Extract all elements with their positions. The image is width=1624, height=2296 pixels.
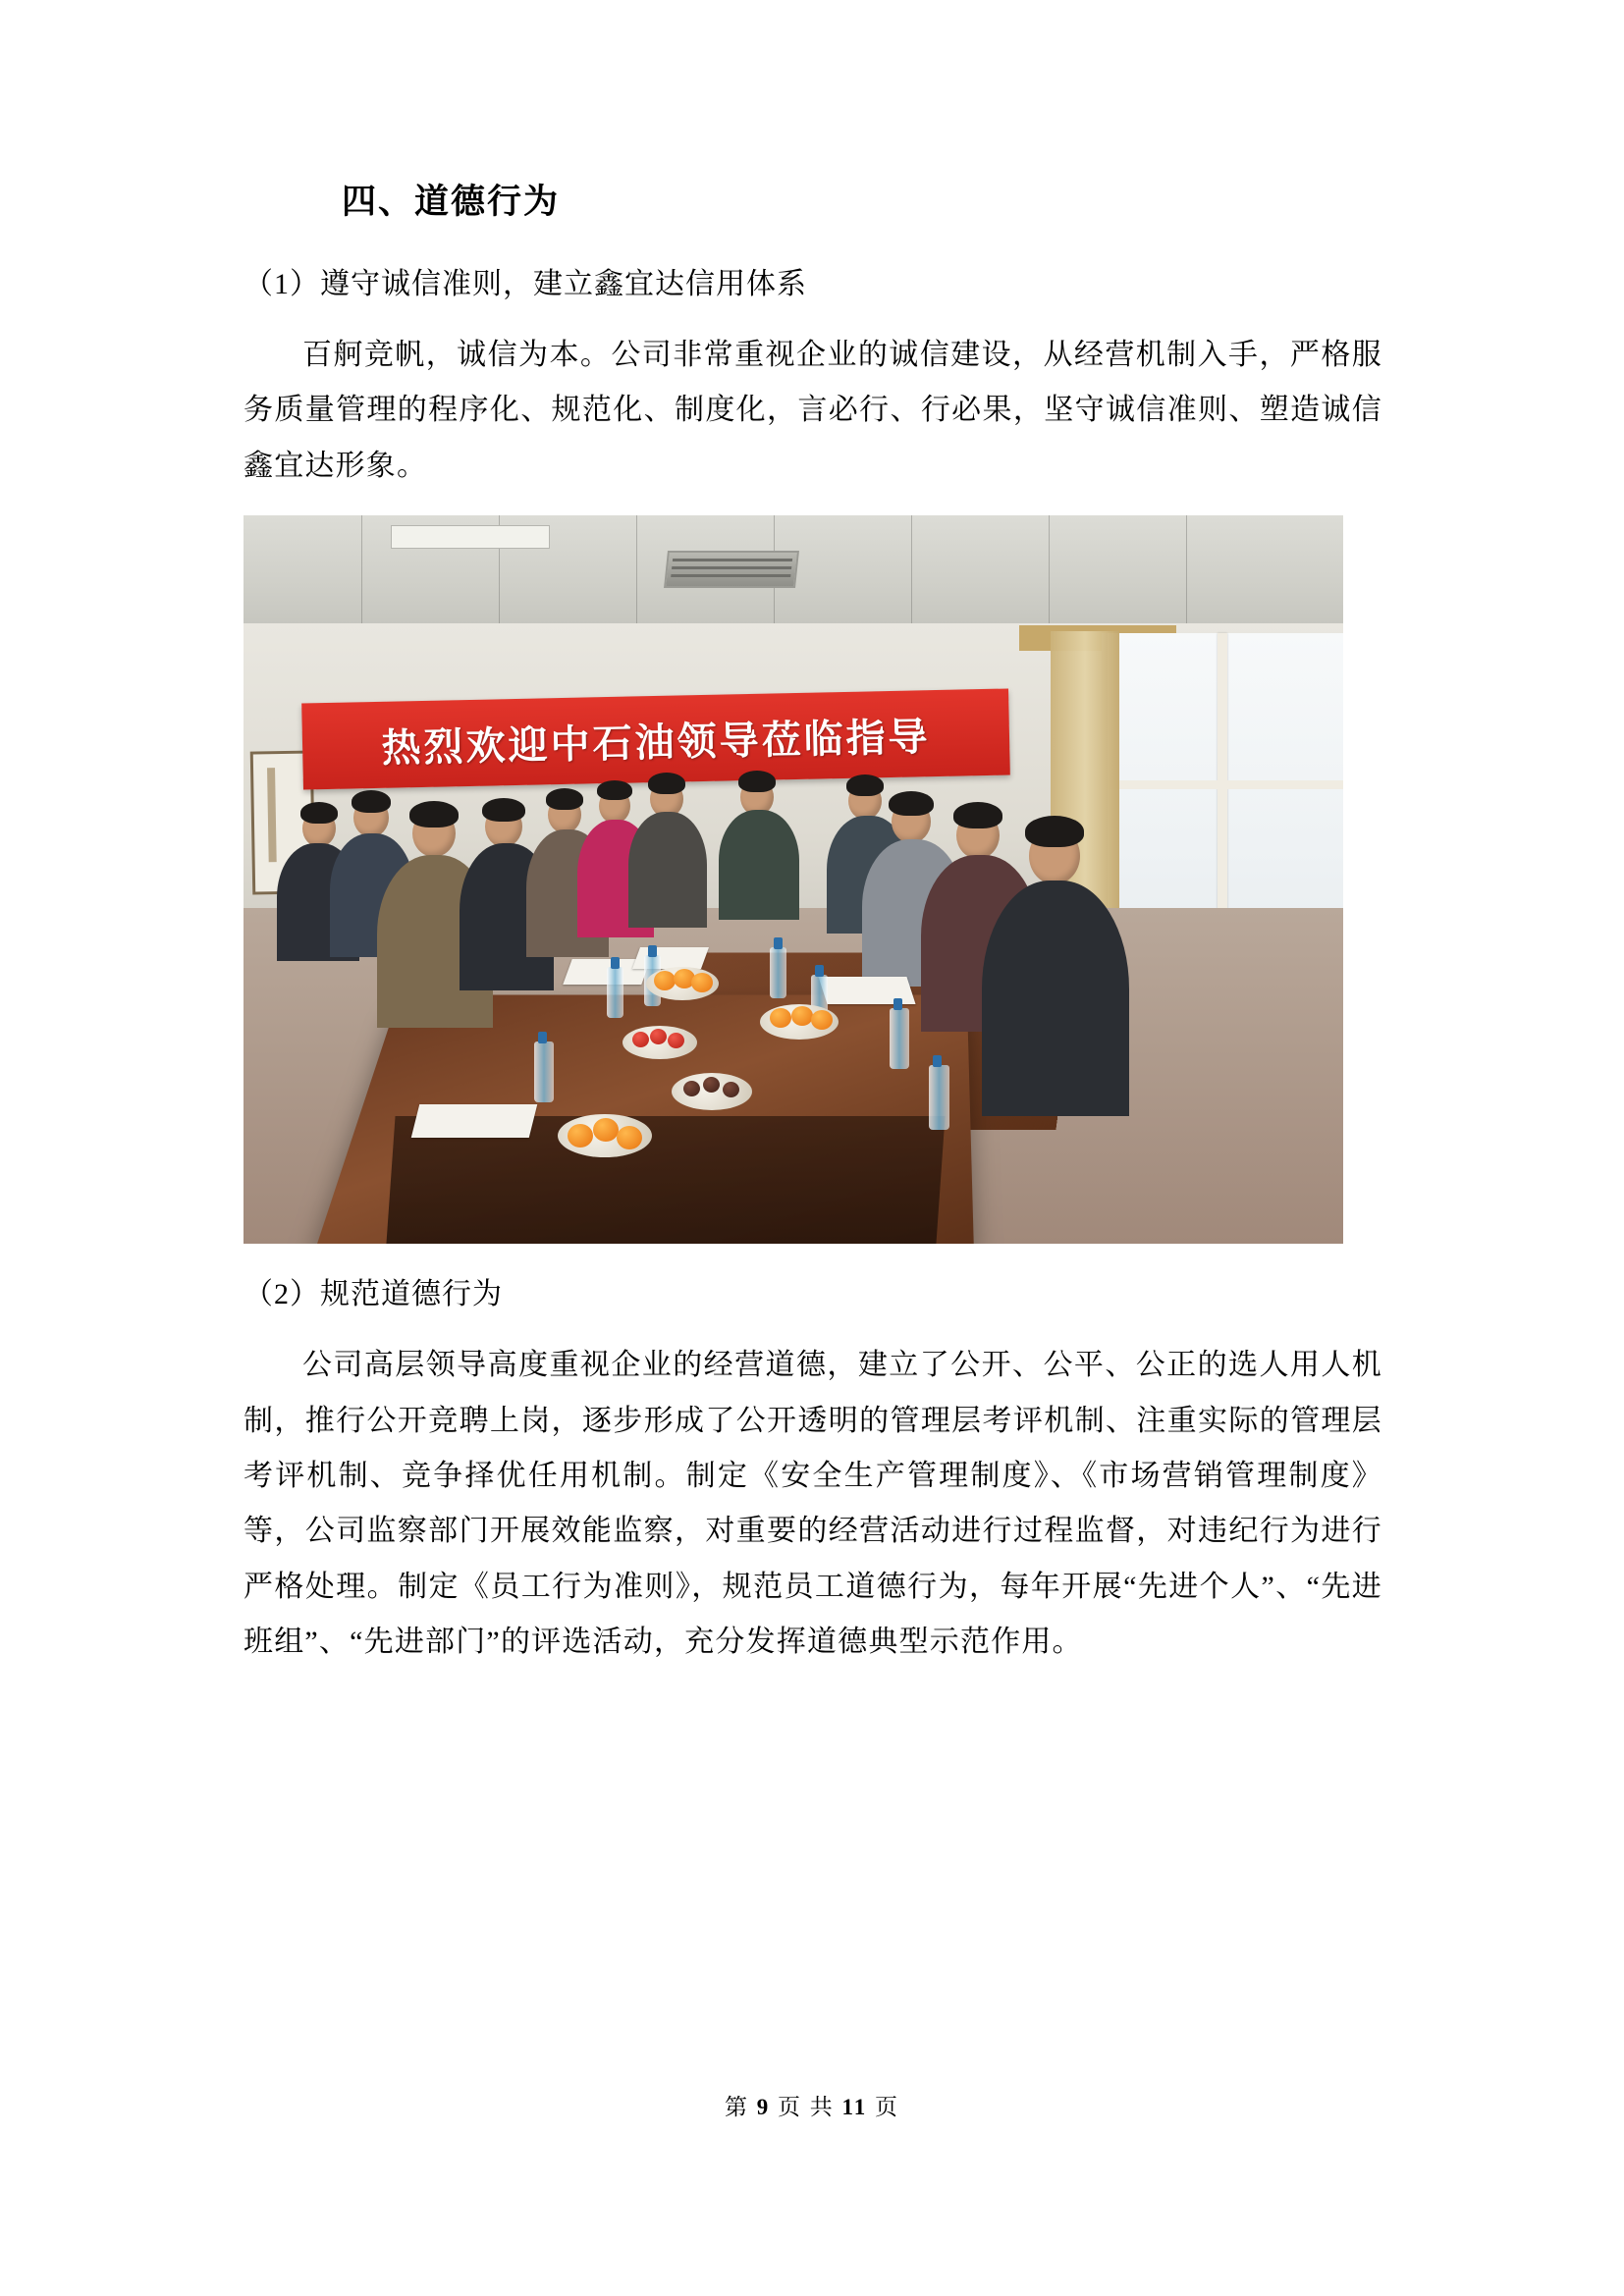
welcome-banner-text: 热烈欢迎中石油领导莅临指导 [381,714,931,772]
photo-ceiling [244,515,1343,633]
fruit-plate-4 [672,1073,752,1110]
footer-total-pages: 11 [841,2095,868,2119]
footer-current-page: 9 [756,2095,771,2119]
page-title: 四、道德行为 [342,183,561,221]
fruit-plate-1 [646,967,719,1000]
fruit-plate-3 [623,1026,697,1059]
page-content [244,175,1382,1681]
fruit-plate-5 [558,1114,652,1157]
ceiling-vent-icon [664,551,799,588]
section-1-subheading: （1）遵守诚信准则，建立鑫宜达信用体系 [244,268,807,300]
section-2-subheading: （2）规范道德行为 [244,1278,503,1311]
fruit-plate-2 [760,1004,839,1040]
section-1-paragraph-1: 百舸竞帆，诚信为本。公司非常重视企业的诚信建设，从经营机制入手，严格服务质量管理的程序化、规范化、制度化，言必行、行必果，坚守诚信准则、塑造诚信鑫宜达形象。 [244,339,1382,482]
footer-prefix: 第 [725,2095,749,2119]
ceiling-light-icon [391,525,550,549]
meeting-photo [244,515,1343,1244]
page-footer [0,2089,1624,2121]
footer-middle: 页 共 [778,2095,835,2119]
photo-figure [244,515,1343,1244]
section-2-paragraph-1: 公司高层领导高度重视企业的经营道德，建立了公开、公平、公正的选人用人机制，推行公开竞聘上岗，逐步形成了公开透明的管理层考评机制、注重实际的管理层考评机制、竞争择优任用机制。制定《安全生产管理制度》、《市场营销管理制度》等，公司监察部门开展效能监察，对重要的经营活动进行过程监督，对违纪行为进行严格处理。制定《员工行为准则》，规范员工道德行为，每年开展“先进个人”、“先进班组”、“先进部门”的评选活动，充分发挥道德典型示范作用。 [244,1349,1382,1659]
footer-suffix: 页 [874,2095,899,2119]
